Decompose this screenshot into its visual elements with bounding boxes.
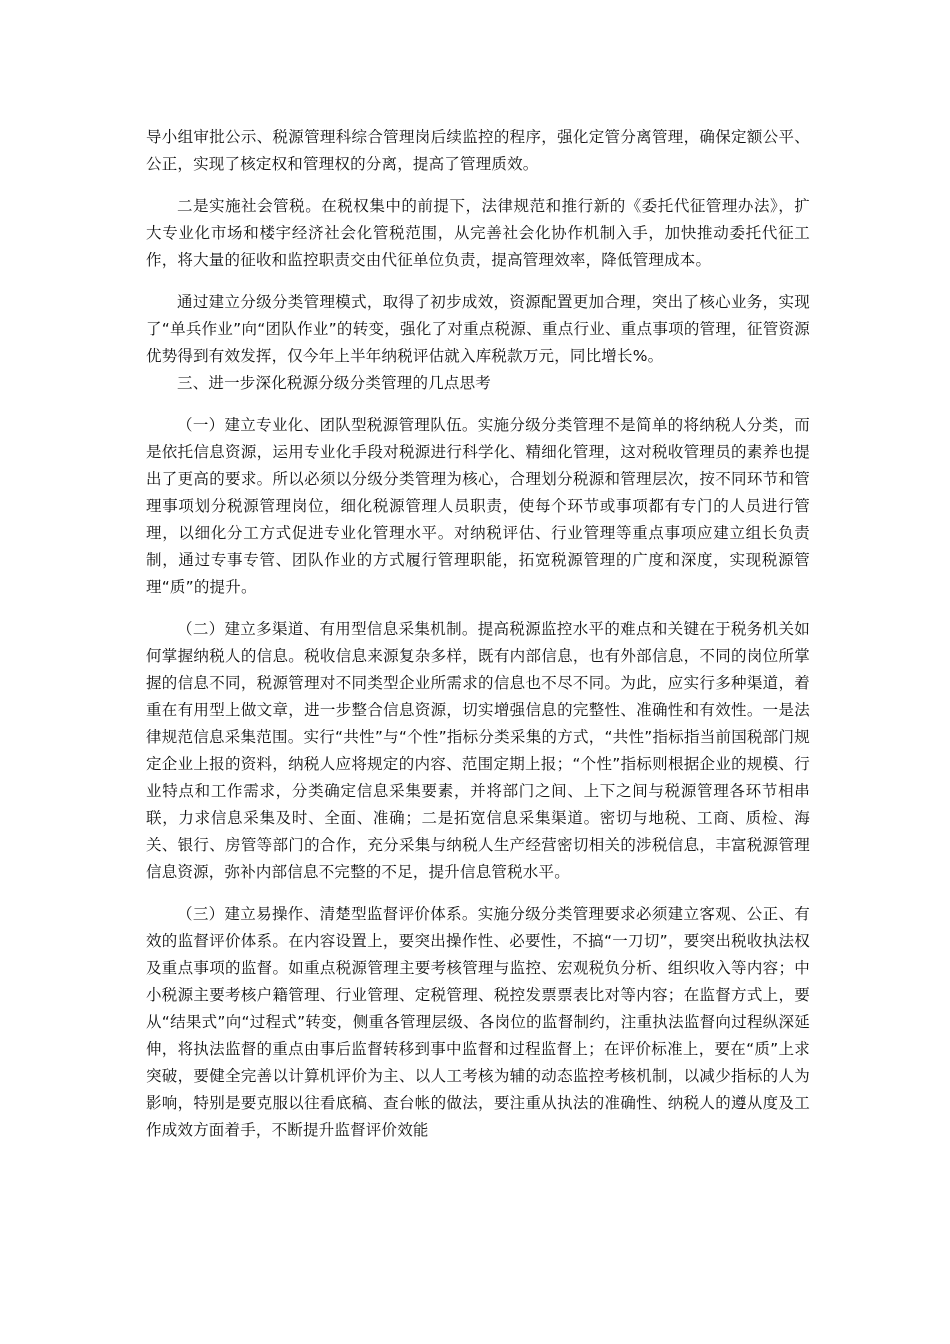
paragraph-point-3: （三）建立易操作、清楚型监督评价体系。实施分级分类管理要求必须建立客观、公正、有效的监督评价体系。在内容设置上，要突出操作性、必要性，不搞“一刀切”，要突出税收执法权及重点事项的监督。如重点税源管理主要考核管理与监控、宏观税负分析、组织收入等内容；中小税源主要考核户籍管理、行业管理、定税管理、税控发票票表比对等内容；在监督方式上，要从“结果式”向“过程式”转变，侧重各管理层级、各岗位的监督制约，注重执法监督向过程纵深延伸，将执法监督的重点由事后监督转移到事中监督和过程监督上；在评价标准上，要在“质”上求突破，要健全完善以计算机评价为主、以人工考核为辅的动态监控考核机制，以减少指标的人为影响，特别是要克服以往看底稿、查台帐的做法，要注重从执法的准确性、纳税人的遵从度及工作成效方面着手，不断提升监督评价效能 [146,905,810,1139]
paragraph-continuation: 导小组审批公示、税源管理科综合管理岗后续监控的程序，强化定管分离管理，确保定额公平、公正，实现了核定权和管理权的分离，提高了管理质效。 [146,128,810,173]
document-page [146,124,810,1144]
section-heading: 三、进一步深化税源分级分类管理的几点思考 [177,374,492,392]
paragraph-point-1: （一）建立专业化、团队型税源管理队伍。实施分级分类管理不是简单的将纳税人分类，而是依托信息资源，运用专业化手段对税源进行科学化、精细化管理，这对税收管理员的素养也提出了更高的要求。所以必须以分级分类管理为核心，合理划分税源和管理层次，按不同环节和管理事项划分税源管理岗位，细化税源管理人员职责，使每个环节或事项都有专门的人员进行管理，以细化分工方式促进专业化管理水平。对纳税评估、行业管理等重点事项应建立组长负责制，通过专事专管、团队作业的方式履行管理职能，拓宽税源管理的广度和深度，实现税源管理“质”的提升。 [146,416,810,596]
paragraph-social-tax-management: 二是实施社会管税。在税权集中的前提下，法律规范和推行新的《委托代征管理办法》，扩大专业化市场和楼宇经济社会化管税范围，从完善社会化协作机制入手，加快推动委托代征工作，将大量的征收和监控职责交由代征单位负责，提高管理效率，降低管理成本。 [146,197,810,269]
paragraph-results: 通过建立分级分类管理模式，取得了初步成效，资源配置更加合理，突出了核心业务，实现了“单兵作业”向“团队作业”的转变，强化了对重点税源、重点行业、重点事项的管理，征管资源优势得到有效发挥，仅今年上半年纳税评估就入库税款万元，同比增长%。 [146,293,810,365]
paragraph-point-2: （二）建立多渠道、有用型信息采集机制。提高税源监控水平的难点和关键在于税务机关如何掌握纳税人的信息。税收信息来源复杂多样，既有内部信息，也有外部信息，不同的岗位所掌握的信息不同，税源管理对不同类型企业所需求的信息也不尽不同。为此，应实行多种渠道，着重在有用型上做文章，进一步整合信息资源，切实增强信息的完整性、准确性和有效性。一是法律规范信息采集范围。实行“共性”与“个性”指标分类采集的方式，“共性”指标指当前国税部门规定企业上报的资料，纳税人应将规定的内容、范围定期上报；“个性”指标则根据企业的规模、行业特点和工作需求，分类确定信息采集要素，并将部门之间、上下之间与税源管理各环节相串联，力求信息采集及时、全面、准确；二是拓宽信息采集渠道。密切与地税、工商、质检、海关、银行、房管等部门的合作，充分采集与纳税人生产经营密切相关的涉税信息，丰富税源管理信息资源，弥补内部信息不完整的不足，提升信息管税水平。 [146,620,810,881]
